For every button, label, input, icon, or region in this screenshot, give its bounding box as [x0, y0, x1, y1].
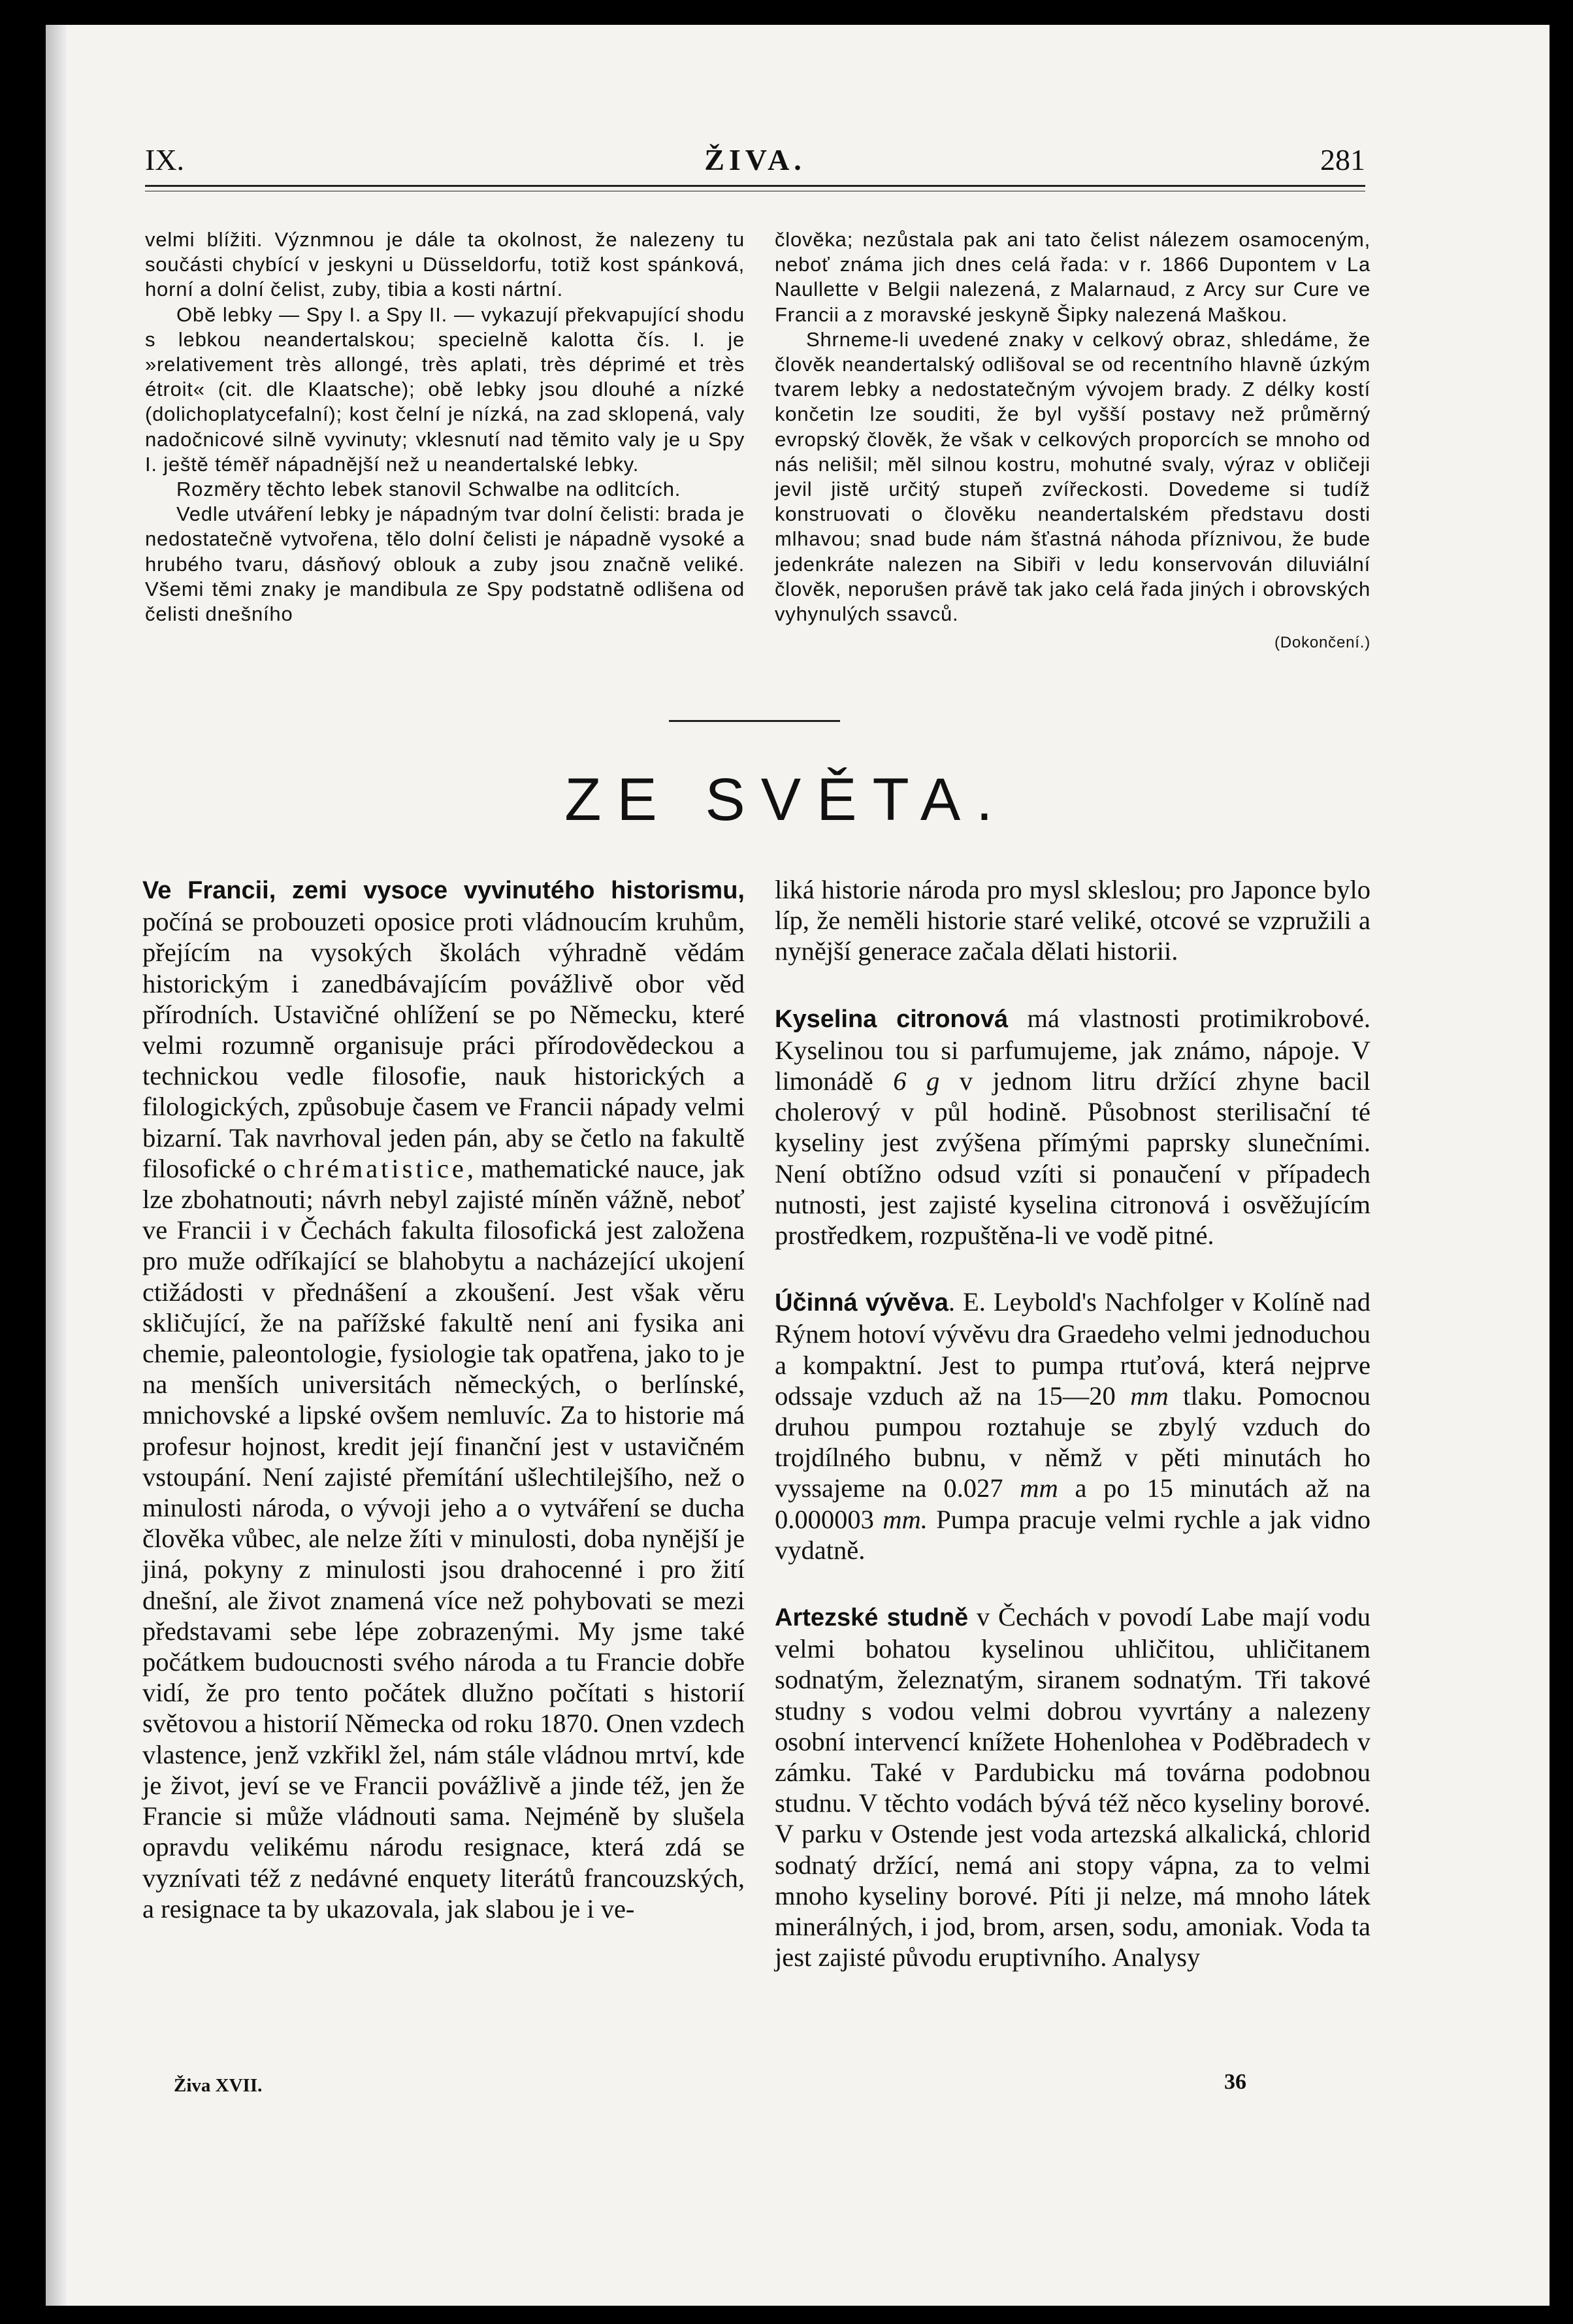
continued-note: (Dokončení.): [1274, 634, 1370, 652]
articles-right-column: [775, 874, 1370, 1973]
article-text: tlaku. Pomocnou druhou pumpou roztahuje se zbylý vzduch do trojdílného bubnu, v němž v pěti minutách ho vyssajeme na 0.027: [775, 1381, 1370, 1503]
section-title: ZE SVĚTA.: [564, 766, 1009, 833]
article-lead: Artezské studně: [775, 1604, 969, 1632]
article-text: v Čechách v povodí Labe mají vodu velmi bohatou kyselinou uhličitou, uhličitanem sodnatým, železnatým, siranem sodnatým. Tři takové studny s vodou velmi dobrou vyvrtány a nalezeny osobní intervencí knížete Hohenlohea v Poděbradech v zámku. Také v Pardubicku má továrna podobnou studnu. V těchto vodách bývá též něco kyseliny borové. V parku v Ostende jest voda artezská alkalická, chlorid sodnatý držící, nemá ani stopy vápna, za to velmi mnoho kyseliny borové. Píti ji nelze, má mnoho látek minerálných, i jod, brom, arsen, sodu, amoniak. Voda ta jest zajisté původu eruptivního. Analysy: [775, 1602, 1370, 1972]
scan-border-right: [1549, 0, 1573, 2324]
article-text: . E. Leybold's Nachfolger v Kolíně nad Rýnem hotoví vývěvu dra Graedeho velmi jednoduchou a kompaktní. Jest to pumpa rtuťová, která nejprve odssaje vzduch až na 15—20: [775, 1287, 1370, 1411]
scan-border-top: [0, 0, 1573, 25]
header-rule: [145, 185, 1365, 187]
scan-border-left: [0, 0, 46, 2324]
journal-title: ŽIVA.: [704, 143, 806, 176]
article-text: , mathematické nauce, jak lze zbohatnouti; návrh nebyl zajisté míněn vážně, neboť ve Francii i v Čechách fakulta filosofická jest založena pro muže odříkající se blahobytu a nacházející ukojení ctižádosti v přednášení a zkoušení. Jest však věru skličující, že na pařížské fakultě není ani fysika ani chemie, paleontologie, fysiologie tak opatřena, jako to je na menších universitách německých, o berlínské, mnichovské a lipské ovšem nemluvíc. Za to historie má profesur hojnost, kredit její finanční jest v ustavičném vstoupání. Není zajisté přemítání ušlechtilejšího, než o minulosti národa, o vývoji jeho a o vytváření se ducha člověka vůbec, ale nelze žíti v minulosti, doba nynější je jiná, pokyny z minulosti jsou drahocenné i pro žití dnešní, ale život znamená více než pohybovati se mezi představami sebe lépe zobrazenými. My jsme také počátkem budoucnosti svého národa a tu Francie dobře vidí, že pro tento počátek dlužno počítati s historií světovou a historií Německa od roku 1870. Onen vzdech vlastence, jenž vzkřikl žel, nám stále vládnou mrtví, kde je život, jeví se ve Francii povážlivě a jinde též, jen že Francie si může vládnouti sama. Nejméně by slušela opravdu velikému národu resignace, která zdá se vyznívati též z nedávné enquety literátů francouzských, a resignace ta by ukazovala, jak slabou je i ve-: [142, 1153, 745, 1923]
spaced-term: chrématistice: [284, 1153, 467, 1183]
article-text: má vlastnosti protimikrobové. Kyselinou tou si parfumujeme, jak známo, nápoje. V limonádě: [775, 1003, 1370, 1096]
article-text: počíná se probouzeti oposice proti vládnoucím kruhům, přejícím na vysokých školách výhradně vědám historickým i zanedbávajícím povážlivě obor věd přírodních. Ustavičné ohlížení se po Německu, které velmi rozumně organisuje práci přírodovědeckou a technickou vedle filosofie, nauk historických a filologických, způsobuje časem ve Francii nápady velmi bizarní. Tak navrhoval jeden pán, aby se četlo na fakultě filosofické o: [142, 907, 745, 1183]
volume-number: IX.: [145, 143, 185, 176]
paragraph: velmi blížiti. Význmnou je dále ta okolnost, že nalezeny tu součásti chybící v jeskyni u Düsseldorfu, totiž kost spánková, horní a dolní čelist, zuby, tibia a kosti nártní.: [145, 228, 745, 301]
page-number: 281: [1320, 143, 1365, 176]
page-header: [145, 142, 1365, 182]
footer-sheet-number: 36: [1224, 2070, 1246, 2094]
article-text: Pumpa pracuje velmi rychle a jak vidno vydatně.: [775, 1504, 1370, 1565]
unit: mm: [1130, 1381, 1169, 1411]
paragraph: Vedle utváření lebky je nápadným tvar dolní čelisti: brada je nedostatečně vytvořena, tělo dolní čelisti je nápadně vysoké a hrubého tvaru, dásňový oblouk a zuby jsou značně veliké. Všemi těmi znaky je mandibula ze Spy podstatně odlišena od čelisti dnešního: [145, 502, 745, 626]
unit: mm.: [883, 1504, 928, 1534]
scan-border-bottom: [0, 2306, 1573, 2324]
paragraph: Obě lebky — Spy I. a Spy II. — vykazují překvapující shodu s lebkou neandertalskou; specielně kalotta čís. I. je »relativement très allongé, très aplati, très déprimé et très étroit« (cit. dle Klaatsche); obě lebky jsou dlouhé a nízké (dolichoplatycefalní); kost čelní je nízká, na zad sklopená, valy nadočnicové silně vyvinuty; vklesnutí nad těmito valy je u Spy I. ještě téměř nápadnější než u neandertalské lebky.: [145, 303, 745, 476]
article-continuation: liká historie národa pro mysl skleslou; pro Japonce bylo líp, že neměli historie staré veliké, otcové se vzpružili a nynější generace začala dělati historii.: [775, 875, 1370, 966]
paragraph: člověka; nezůstala pak ani tato čelist nálezem osamoceným, neboť známa jich dnes celá řada: v r. 1866 Dupontem v La Naullette v Belgii nalezená, z Malarnaud, z Arcy sur Cure ve Francii a z moravské jeskyně Šipky nalezená Maškou.: [775, 228, 1370, 326]
article-france: [142, 874, 745, 1924]
article-lead: Účinná vývěva: [775, 1289, 949, 1317]
paragraph: Shrneme-li uvedené znaky v celkový obraz, shledáme, že člověk neandertalský odlišoval se od recentního hlavně úzkým tvarem lebky a nedostatečným vývojem brady. Z délky kostí končetin lze souditi, že byl vyšší postavy než průměrný evropský člověk, že však v celkových proporcích se mnoho od nás nelišil; měl silnou kostru, mohutné svaly, výraz v obličeji jevil jistě určitý stupeň zvířeckosti. Dovedeme si tudíž konstruovati o člověku neandertalském představu dosti mlhavou; snad bude nám šťastná náhoda příznivou, že bude jedenkráte nalezen na Sibiři v ledu konservován diluviální člověk, neporušen právě tak jako celá řada jiných i obrovských vyhynulých ssavců.: [775, 327, 1370, 626]
top-left-column: [145, 227, 745, 627]
paragraph: Rozměry těchto lebek stanovil Schwalbe na odlitcích.: [176, 478, 681, 501]
footer-signature: Živa XVII.: [174, 2075, 263, 2096]
article-lead: Ve Francii, zemi vysoce vyvinutého historismu,: [142, 877, 745, 904]
article-vacuum-pump: [775, 1286, 1370, 1565]
article-citric-acid: [775, 1003, 1370, 1251]
article-lead: Kyselina citronová: [775, 1005, 1009, 1033]
top-right-column: [775, 227, 1370, 655]
quantity: 6 g: [893, 1066, 940, 1096]
article-text: v jednom litru držící zhyne bacil cholerový v půl hodině. Působnost sterilisační té kyseliny jest zvýšena přímými paprsky slunečními. Není obtížno odsud vzíti si ponaučení v případech nutnosti, jest zajisté kyselina citronová i osvěžujícím prostředkem, rozpuštěna-li ve vodě pitné.: [775, 1066, 1370, 1251]
article-france-column: [142, 874, 745, 1924]
page-edge: [46, 25, 67, 2306]
section-divider: [669, 720, 840, 722]
unit: mm: [1020, 1473, 1058, 1503]
article-artesian-wells: [775, 1601, 1370, 1972]
article-text: a po 15 minutách až na 0.000003: [775, 1473, 1370, 1534]
